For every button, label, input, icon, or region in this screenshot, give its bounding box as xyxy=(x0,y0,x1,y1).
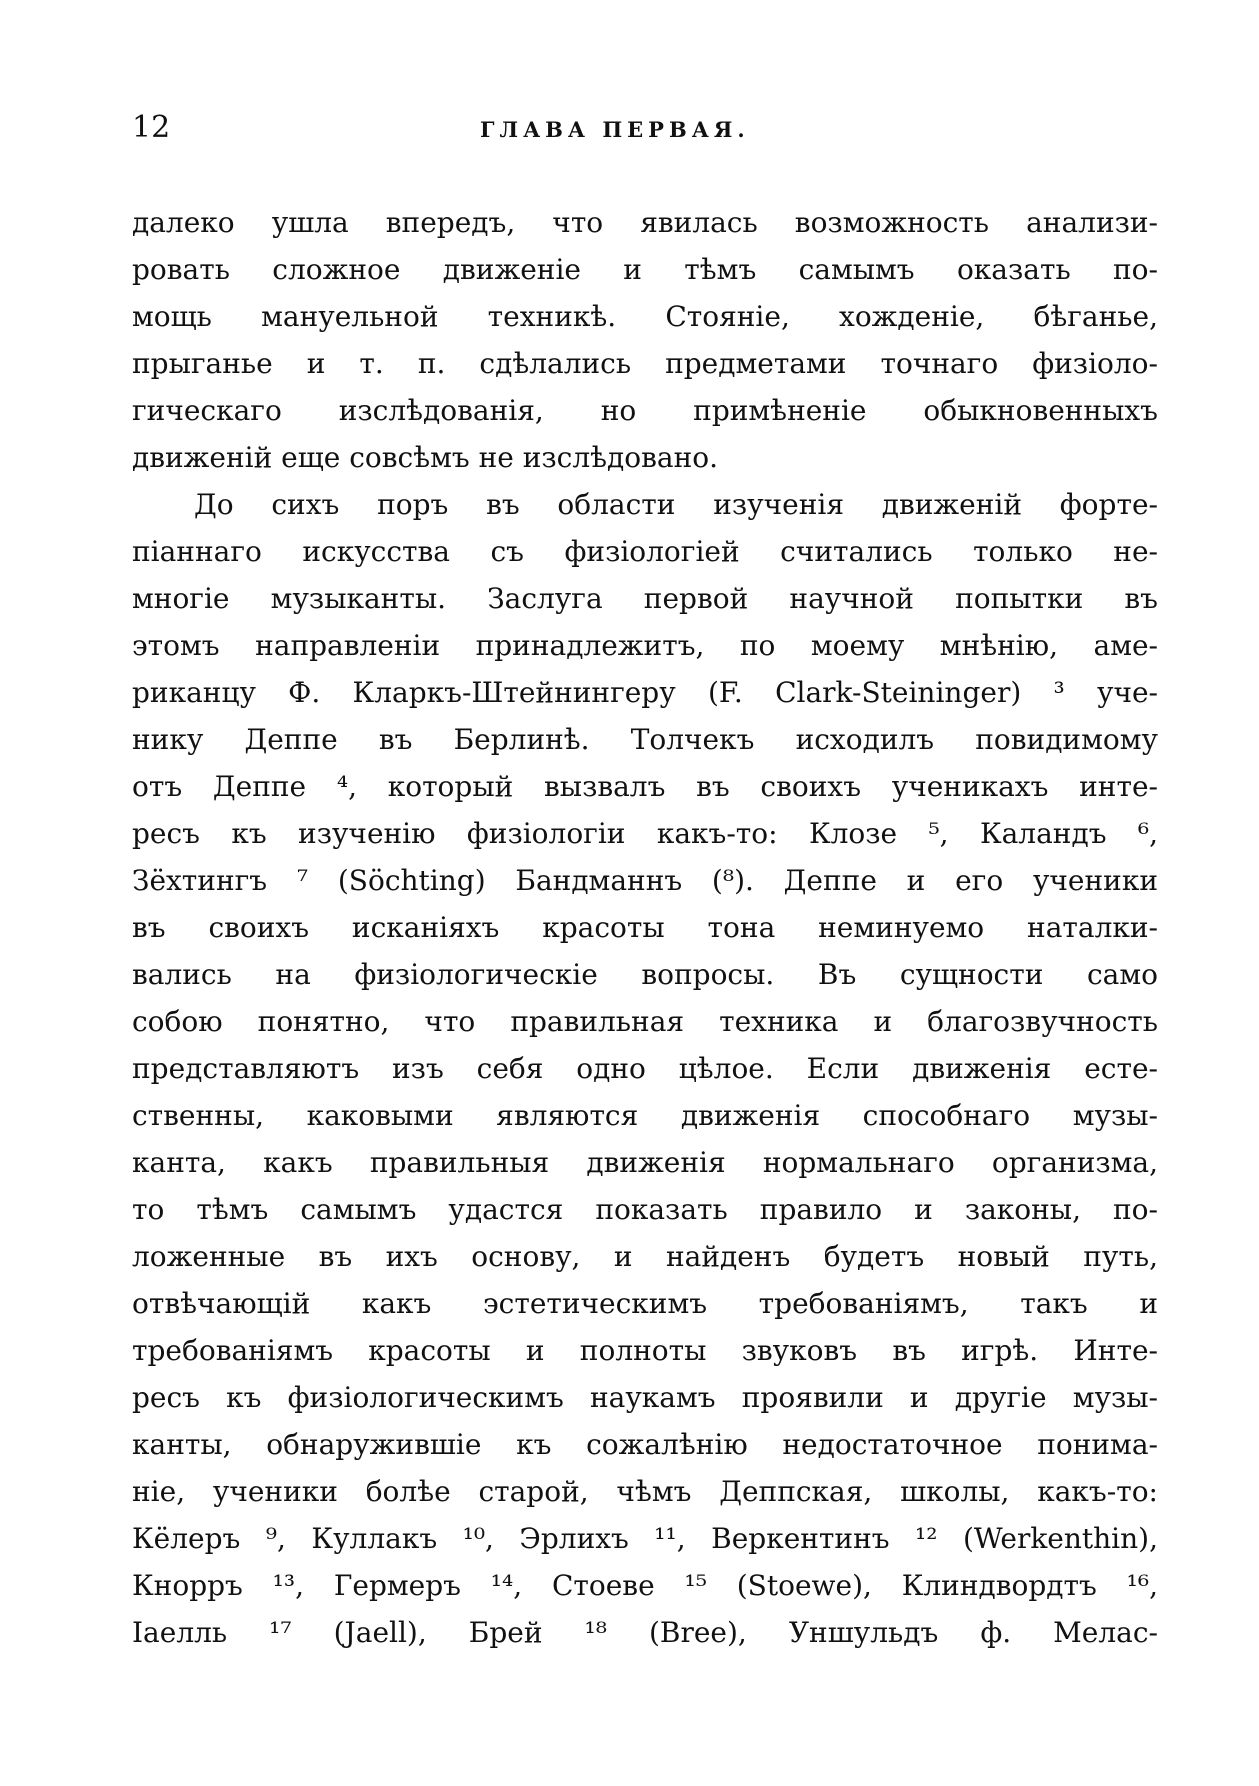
text-line: этомъ направленіи принадлежитъ, по моему мнѣнію, аме- xyxy=(132,629,1158,662)
text-line: прыганье и т. п. сдѣлались предметами точнаго физіоло- xyxy=(132,347,1158,380)
text-line: собою понятно, что правильная техника и благозвучность xyxy=(132,1005,1158,1038)
text-line: представляютъ изъ себя одно цѣлое. Если движенія есте- xyxy=(132,1052,1158,1085)
text-line: ровать сложное движеніе и тѣмъ самымъ оказать по- xyxy=(132,253,1158,286)
text-line: ложенные въ ихъ основу, и найденъ будетъ новый путь, xyxy=(132,1240,1158,1273)
text-line: мощь мануельной техникѣ. Стояніе, хожденіе, бѣганье, xyxy=(132,300,1158,333)
paragraph-first-line: До сихъ поръ въ области изученія движеній форте- xyxy=(194,488,1158,521)
running-title: ГЛАВА ПЕРВАЯ. xyxy=(480,117,750,142)
text-line: риканцу Ф. Кларкъ-Штейнингеру (F. Clark-Steininger) ³ уче- xyxy=(132,676,1158,709)
text-line: многіе музыканты. Заслуга первой научной попытки въ xyxy=(132,582,1158,615)
text-line: канта, какъ правильныя движенія нормальнаго организма, xyxy=(132,1146,1158,1179)
text-line: ресъ къ физіологическимъ наукамъ проявили и другіе музы- xyxy=(132,1381,1158,1414)
text-line: ственны, каковыми являются движенія способнаго музы- xyxy=(132,1099,1158,1132)
text-line: требованіямъ красоты и полноты звуковъ въ игрѣ. Инте- xyxy=(132,1334,1158,1367)
text-line: Кнорръ ¹³, Гермеръ ¹⁴, Стоеве ¹⁵ (Stoewe), Клиндвордтъ ¹⁶, xyxy=(132,1569,1158,1602)
text-line: вались на физіологическіе вопросы. Въ сущности само xyxy=(132,958,1158,991)
text-line: Іаелль ¹⁷ (Jaell), Брей ¹⁸ (Bree), Уншульдъ ф. Мелас- xyxy=(132,1616,1158,1649)
text-line: движеній еще совсѣмъ не изслѣдовано. xyxy=(132,441,719,474)
text-line: канты, обнаружившіе къ сожалѣнію недостаточное понима- xyxy=(132,1428,1158,1461)
text-line: въ своихъ исканіяхъ красоты тона неминуемо наталки- xyxy=(132,911,1158,944)
text-line: далеко ушла впередъ, что явилась возможность анализи- xyxy=(132,206,1158,239)
text-line: піаннаго искусства съ физіологіей считались только не- xyxy=(132,535,1158,568)
text-line: отвѣчающій какъ эстетическимъ требованіямъ, такъ и xyxy=(132,1287,1158,1320)
text-line: отъ Деппе ⁴, который вызвалъ въ своихъ ученикахъ инте- xyxy=(132,770,1158,803)
text-line: Зёхтингъ ⁷ (Söchting) Бандманнъ (⁸). Деппе и его ученики xyxy=(132,864,1158,897)
text-line: то тѣмъ самымъ удастся показать правило и законы, по- xyxy=(132,1193,1158,1226)
body-text xyxy=(132,199,1158,1656)
text-line: нику Деппе въ Берлинѣ. Толчекъ исходилъ повидимому xyxy=(132,723,1158,756)
page-number: 12 xyxy=(132,110,171,145)
text-line: Кёлеръ ⁹, Куллакъ ¹⁰, Эрлихъ ¹¹, Веркентинъ ¹² (Werkenthin), xyxy=(132,1522,1158,1555)
text-line: ніе, ученики болѣе старой, чѣмъ Деппская, школы, какъ-то: xyxy=(132,1475,1158,1508)
text-line: ресъ къ изученію физіологіи какъ-то: Клозе ⁵, Каландъ ⁶, xyxy=(132,817,1158,850)
text-line: гическаго изслѣдованія, но примѣненіе обыкновенныхъ xyxy=(132,394,1158,427)
